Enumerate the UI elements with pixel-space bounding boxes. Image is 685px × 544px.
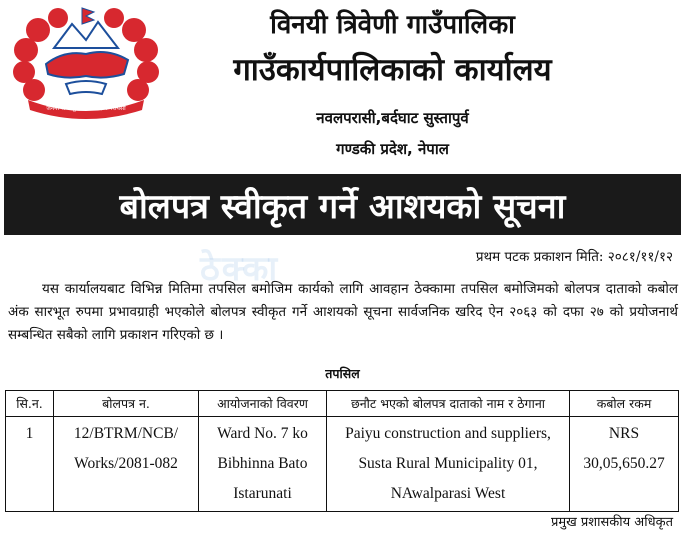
table-row — [6, 417, 679, 512]
bid-table — [5, 390, 679, 512]
notice-title-banner — [4, 174, 681, 235]
publication-date: प्रथम पटक प्रकाशन मिति: २०८१/११/१२ — [475, 249, 673, 265]
cell-sn: 1 — [6, 417, 54, 512]
municipality-name: विनयी त्रिवेणी गाउँपालिका — [270, 10, 515, 40]
notice-body: यस कार्यालयबाट विभिन्न मितिमा तपसिल बमोजिम कार्यको लागि आवहान ठेक्कामा तपसिल बमोजिमको बोलपत्र दाताको कबोल अंक सारभूत रुपमा प्रभावग्राही भएकोले बोलपत्र स्वीकृत गर्ने आशयको सूचना सार्वजनिक खरिद ऐन २०६३ को दफा २७ को प्रयोजनार्थ सम्बन्धित सबैको लागि प्रकाशन गरिएको छ । — [8, 281, 678, 343]
province-line: गण्डकी प्रदेश, नेपाल — [336, 140, 449, 158]
cell-bid-no: 12/BTRM/NCB/ Works/2081-082 — [54, 417, 199, 512]
nepal-map-shape — [46, 52, 128, 78]
tapasil-heading: तपसिल — [325, 366, 360, 381]
flag-icon — [82, 8, 94, 24]
emblem-motto-text: जननी जन्मभूमिश्च स्वर्गादपि गरीयसी — [46, 105, 126, 112]
col-header-bid-no: बोलपत्र न. — [54, 391, 199, 417]
cell-project: Ward No. 7 ko Bibhinna Bato Istarunati — [199, 417, 327, 512]
nepal-emblem — [6, 2, 166, 120]
col-header-bidder: छनौट भएको बोलपत्र दाताको नाम र ठेगाना — [327, 391, 570, 417]
col-header-amount: कबोल रकम — [570, 391, 679, 417]
office-name: गाउँकार्यपालिकाको कार्यालय — [233, 52, 552, 88]
handshake-icon — [66, 81, 106, 94]
office-address: नवलपरासी,बर्दघाट सुस्तापुर्व — [316, 109, 469, 127]
notice-title: बोलपत्र स्वीकृत गर्ने आशयको सूचना — [119, 186, 566, 227]
cell-amount: NRS 30,05,650.27 — [570, 417, 679, 512]
signer-title: प्रमुख प्रशासकीय अधिकृत — [550, 515, 673, 530]
col-header-project: आयोजनाको विवरण — [199, 391, 327, 417]
watermark-text: ठेक्का — [200, 249, 280, 289]
table-header-row — [6, 391, 679, 417]
col-header-sn: सि.न. — [6, 391, 54, 417]
cell-bidder: Paiyu construction and suppliers, Susta Rural Municipality 01, NAwalparasi West — [327, 417, 570, 512]
